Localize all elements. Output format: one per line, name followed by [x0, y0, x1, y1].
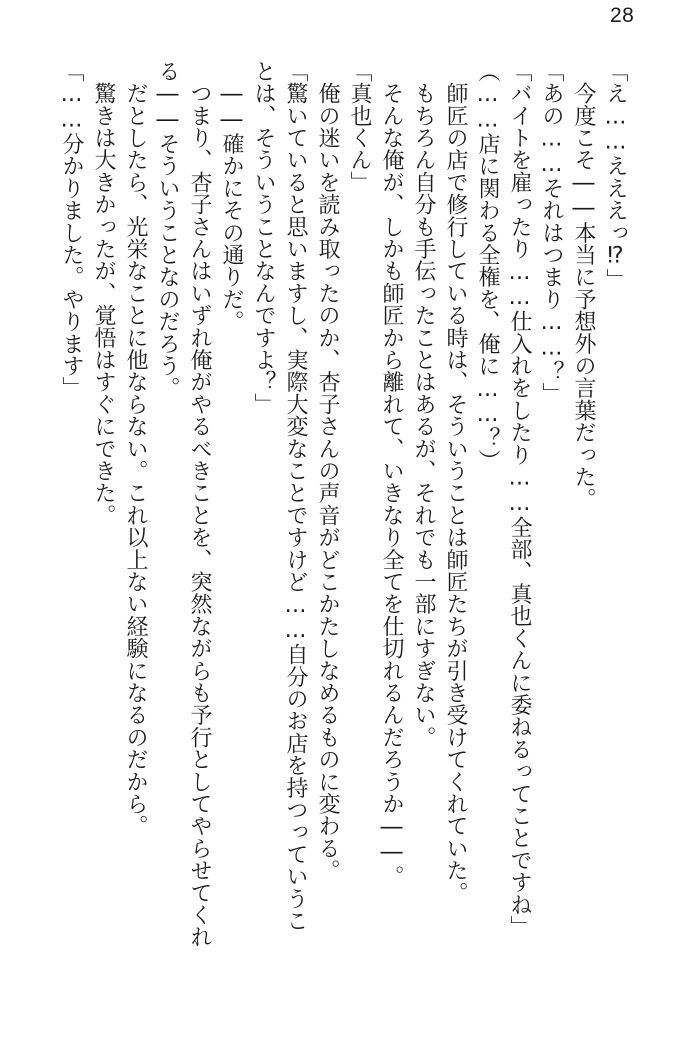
text-line: つまり、杏子さんはいずれ俺がやるべきことを、突然ながらも予行としてやらせてくれ	[187, 60, 212, 948]
text-line: 「バイトを雇ったり……仕入れをしたり……全部、真也くんに委ねるってことですね」	[507, 60, 532, 938]
page-number: 28	[610, 4, 635, 27]
text-line: 「え……えええっ⁉」	[603, 60, 628, 291]
text-line: そんな俺が、しかも師匠から離れて、いきなり全てを仕切れるんだろうか――。	[379, 60, 404, 888]
text-line: 「あの……それはつまり……？」	[539, 60, 564, 405]
text-line: とは、そういうことなんですよ？」	[251, 60, 276, 416]
text-line: 今度こそ――本当に予想外の言葉だった。	[571, 60, 596, 510]
text-line: る――そういうことなのだろう。	[155, 60, 180, 399]
text-line: 俺の迷いを読み取ったのか、杏子さんの声音がどこかたしなめるものに変わる。	[315, 60, 340, 882]
text-line: 「……分かりました。やります」	[59, 60, 84, 399]
text-line: ――確かにその通りだ。	[219, 60, 244, 333]
text-line: 「驚いていると思いますし、実際大変なことですけど……自分のお店を持つっていうこ	[283, 60, 308, 932]
text-line: だとしたら、光栄なことに他ならない。これ以上ない経験になるのだから。	[123, 60, 148, 837]
text-line: 師匠の店で修行している時は、そういうことは師匠たちが引き受けてくれていた。	[443, 60, 468, 904]
text-line: もちろん自分も手伝ったことはあるが、それでも一部にすぎない。	[411, 60, 436, 749]
text-line: 「真也くん」	[347, 60, 372, 194]
text-line: 驚きは大きかったが、覚悟はすぐにできた。	[91, 60, 116, 527]
text-line: （……店に関わる全権を、俺に……？）	[475, 60, 500, 472]
